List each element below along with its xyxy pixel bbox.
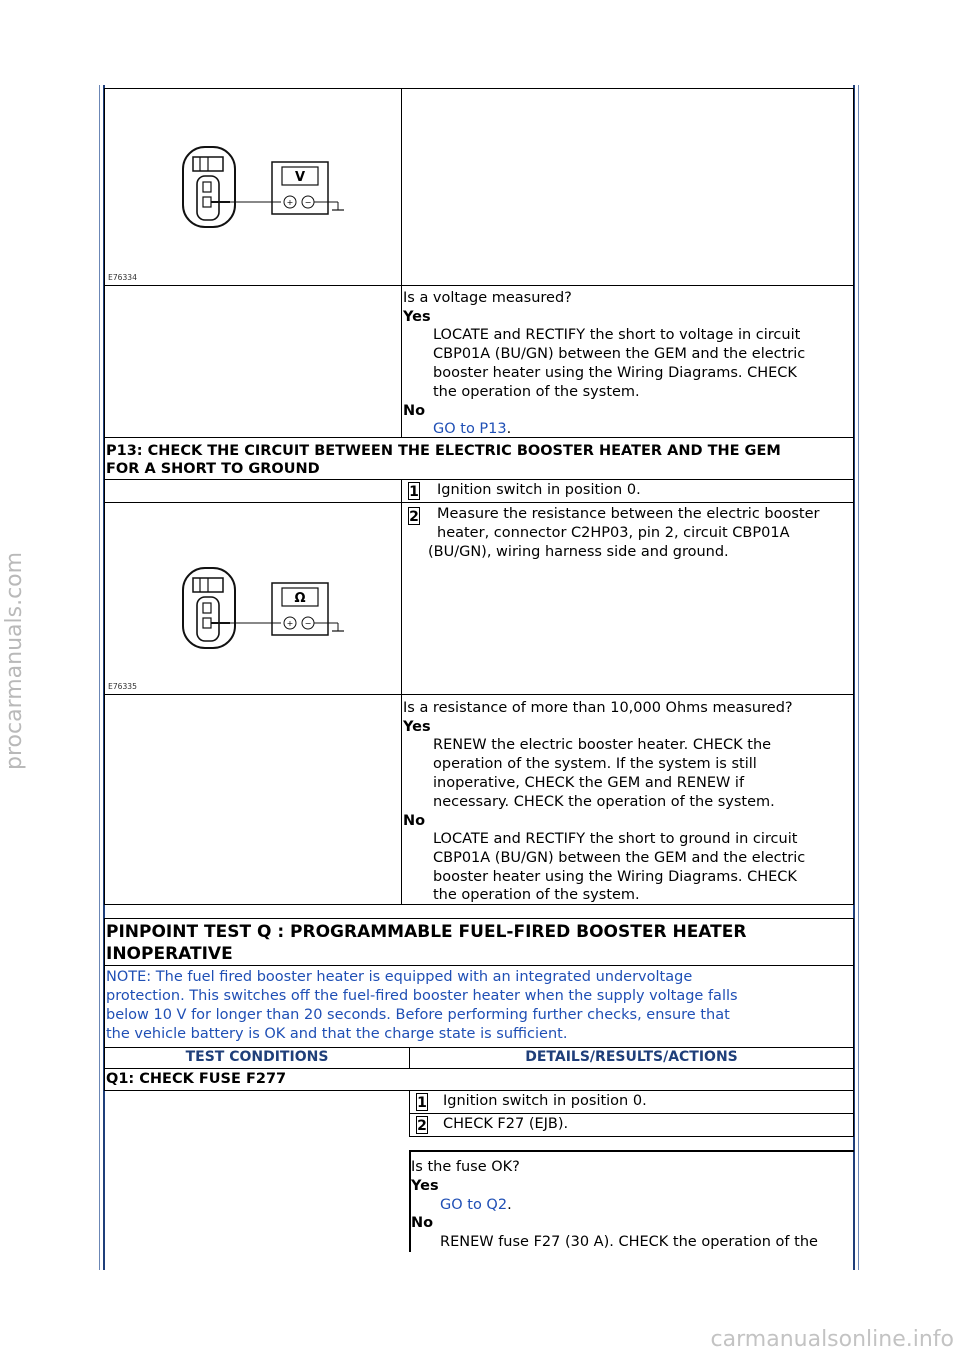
bottom-watermark: carmanualsonline.info	[710, 1327, 954, 1352]
q1-step1-number: 1	[417, 1095, 427, 1111]
p13-result-left-cell	[104, 694, 402, 905]
meter-symbol: Ω	[294, 591, 306, 606]
left-margin-rule	[99, 85, 100, 1270]
test-q-title-line-1: PINPOINT TEST Q : PROGRAMMABLE FUEL-FIRED BOOSTER HEATER	[106, 922, 747, 942]
q1-step1-text: Ignition switch in position 0.	[443, 1093, 647, 1109]
q1-step2-number: 2	[417, 1118, 427, 1134]
go-to-q2-link[interactable]: GO to Q2	[440, 1197, 508, 1213]
q1-result-top-rule	[409, 1150, 854, 1152]
p13-no-line-3: booster heater using the Wiring Diagrams. CHECK	[433, 869, 797, 885]
p12-yes-line-2: CBP01A (BU/GN) between the GEM and the electric	[433, 346, 806, 362]
ohmmeter-diagram	[180, 565, 350, 655]
q1-no-text: RENEW fuse F27 (30 A). CHECK the operation of the	[440, 1234, 818, 1250]
p13-yes-line-4: necessary. CHECK the operation of the system.	[433, 794, 775, 810]
voltmeter-diagram	[180, 144, 350, 234]
p13-title-line-2: FOR A SHORT TO GROUND	[106, 461, 320, 477]
test-conditions-header: TEST CONDITIONS	[185, 1049, 329, 1065]
figure-label: E76335	[108, 682, 137, 691]
q1-step2-text: CHECK F27 (EJB).	[443, 1116, 569, 1132]
q1-question: Is the fuse OK?	[411, 1159, 520, 1175]
p13-yes-line-2: operation of the system. If the system is still	[433, 756, 757, 772]
p13-yes-line-3: inoperative, CHECK the GEM and RENEW if	[433, 775, 745, 791]
test-q-note-line-4: the vehicle battery is OK and that the charge state is sufficient.	[106, 1026, 568, 1042]
p13-figure-cell	[104, 502, 402, 695]
p12-no-label: No	[403, 403, 426, 419]
figure-label: E76334	[108, 273, 137, 282]
go-to-p13-link[interactable]: GO to P13	[433, 421, 507, 437]
p13-no-line-2: CBP01A (BU/GN) between the GEM and the electric	[433, 850, 806, 866]
p13-step1-left-cell	[104, 479, 402, 503]
svg-text:−: −	[304, 198, 312, 207]
test-q-note-line-2: protection. This switches off the fuel-fired booster heater when the supply voltage falls	[106, 988, 738, 1004]
p13-yes-label: Yes	[403, 719, 431, 735]
p12-yes-line-1: LOCATE and RECTIFY the short to voltage in circuit	[433, 327, 801, 343]
p13-step1-number: 1	[409, 484, 419, 500]
p12-result-left-cell	[104, 285, 402, 438]
meter-symbol: V	[294, 170, 306, 185]
p12-yes-line-3: booster heater using the Wiring Diagrams. CHECK	[433, 365, 797, 381]
right-margin-rule	[858, 85, 859, 1270]
p13-title-line-1: P13: CHECK THE CIRCUIT BETWEEN THE ELECTRIC BOOSTER HEATER AND THE GEM	[106, 443, 781, 459]
p13-step1-text: Ignition switch in position 0.	[437, 482, 641, 498]
p13-no-line-4: the operation of the system.	[433, 887, 640, 903]
p12-no-action: GO to P13.	[433, 421, 512, 437]
q1-yes-action: GO to Q2.	[440, 1197, 512, 1213]
q1-title: Q1: CHECK FUSE F277	[106, 1071, 287, 1087]
q1-no-label: No	[411, 1215, 434, 1231]
svg-text:+: +	[286, 619, 294, 628]
test-q-note-line-3: below 10 V for longer than 20 seconds. Before performing further checks, ensure that	[106, 1007, 730, 1023]
svg-text:+: +	[286, 198, 294, 207]
p12-figure-cell	[104, 88, 402, 286]
details-header: DETAILS/RESULTS/ACTIONS	[525, 1049, 738, 1065]
test-q-title-line-2: INOPERATIVE	[106, 944, 233, 964]
p12-yes-line-4: the operation of the system.	[433, 384, 640, 400]
test-q-note-line-1: NOTE: The fuel fired booster heater is equipped with an integrated undervoltage	[106, 969, 693, 985]
p13-step2-line-3: (BU/GN), wiring harness side and ground.	[428, 544, 729, 560]
p12-yes-label: Yes	[403, 309, 431, 325]
q1-yes-label: Yes	[411, 1178, 439, 1194]
p12-question: Is a voltage measured?	[403, 290, 572, 306]
p13-question: Is a resistance of more than 10,000 Ohms measured?	[403, 700, 793, 716]
p12-details-cell	[401, 88, 854, 286]
p13-no-line-1: LOCATE and RECTIFY the short to ground in circuit	[433, 831, 798, 847]
p13-step2-line-2: heater, connector C2HP03, pin 2, circuit CBP01A	[437, 525, 790, 541]
p13-yes-line-1: RENEW the electric booster heater. CHECK the	[433, 737, 772, 753]
p13-step2-number: 2	[409, 509, 419, 525]
side-watermark: procarmanuals.com	[2, 551, 27, 770]
p13-step2-line-1: Measure the resistance between the electric booster	[437, 506, 820, 522]
svg-text:−: −	[304, 619, 312, 628]
p13-no-label: No	[403, 813, 426, 829]
